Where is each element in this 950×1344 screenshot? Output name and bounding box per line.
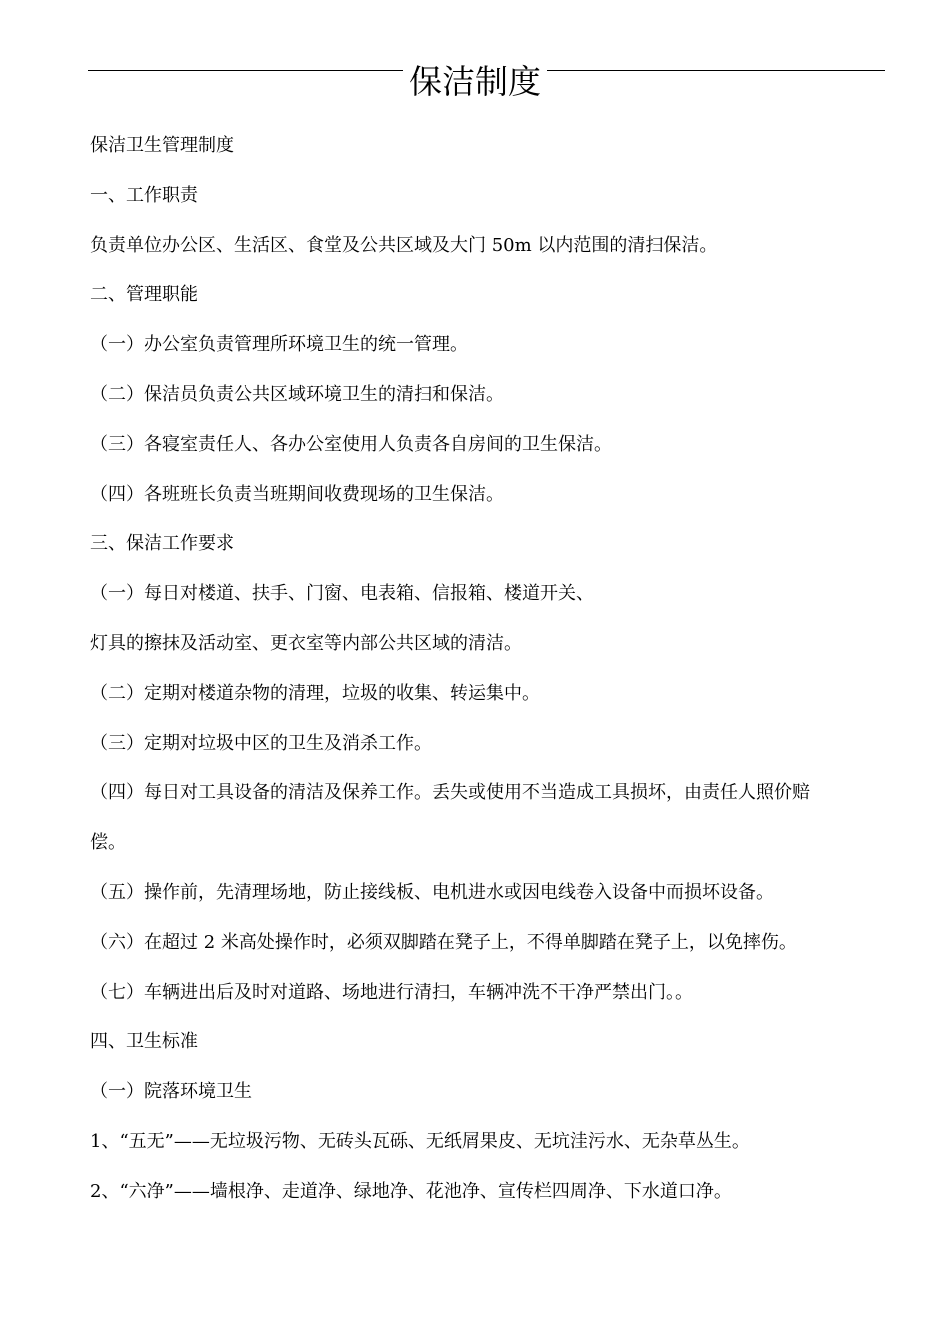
list-item-continuation: 灯具的擦抹及活动室、更衣室等内部公共区域的清洁。 bbox=[90, 632, 522, 654]
list-item: （五）操作前，先清理场地，防止接线板、电机进水或因电线卷入设备中而损坏设备。 bbox=[90, 881, 774, 903]
paragraph: 负责单位办公区、生活区、食堂及公共区域及大门 50m 以内范围的清扫保洁。 bbox=[90, 234, 718, 256]
list-item: （三）各寝室责任人、各办公室使用人负责各自房间的卫生保洁。 bbox=[90, 433, 612, 455]
list-item: （一）每日对楼道、扶手、门窗、电表箱、信报箱、楼道开关、 bbox=[90, 583, 594, 605]
section-heading: 保洁卫生管理制度 bbox=[90, 135, 234, 156]
list-item: （四）各班班长负责当班期间收费现场的卫生保洁。 bbox=[90, 483, 504, 505]
list-item: （三）定期对垃圾中区的卫生及消杀工作。 bbox=[90, 732, 432, 754]
section-heading: 三、保洁工作要求 bbox=[90, 533, 234, 555]
list-item: （二）定期对楼道杂物的清理，垃圾的收集、转运集中。 bbox=[90, 682, 540, 704]
list-item: （二）保洁员负责公共区域环境卫生的清扫和保洁。 bbox=[90, 383, 504, 405]
list-item: （四）每日对工具设备的清洁及保养工作。丢失或使用不当造成工具损坏，由责任人照价赔 bbox=[90, 782, 810, 804]
document-title bbox=[0, 58, 950, 106]
list-item: （七）车辆进出后及时对道路、场地进行清扫，车辆冲洗不干净严禁出门。。 bbox=[90, 981, 693, 1003]
section-heading: 一、工作职责 bbox=[90, 184, 198, 206]
list-item: （六）在超过 2 米高处操作时，必须双脚踏在凳子上，不得单脚踏在凳子上，以免摔伤。 bbox=[90, 931, 797, 953]
document-body bbox=[90, 121, 870, 1217]
list-item: 1、“五无”——无垃圾污物、无砖头瓦砾、无纸屑果皮、无坑洼污水、无杂草丛生。 bbox=[90, 1130, 750, 1152]
list-item-continuation: 偿。 bbox=[90, 832, 126, 854]
section-heading: 二、管理职能 bbox=[90, 284, 198, 306]
document-title-text: 保洁制度 bbox=[403, 62, 547, 101]
list-item: （一）院落环境卫生 bbox=[90, 1081, 252, 1103]
list-item: 2、“六净”——墙根净、走道净、绿地净、花池净、宣传栏四周净、下水道口净。 bbox=[90, 1180, 732, 1202]
list-item: （一）办公室负责管理所环境卫生的统一管理。 bbox=[90, 334, 468, 356]
section-heading: 四、卫生标准 bbox=[90, 1031, 198, 1053]
